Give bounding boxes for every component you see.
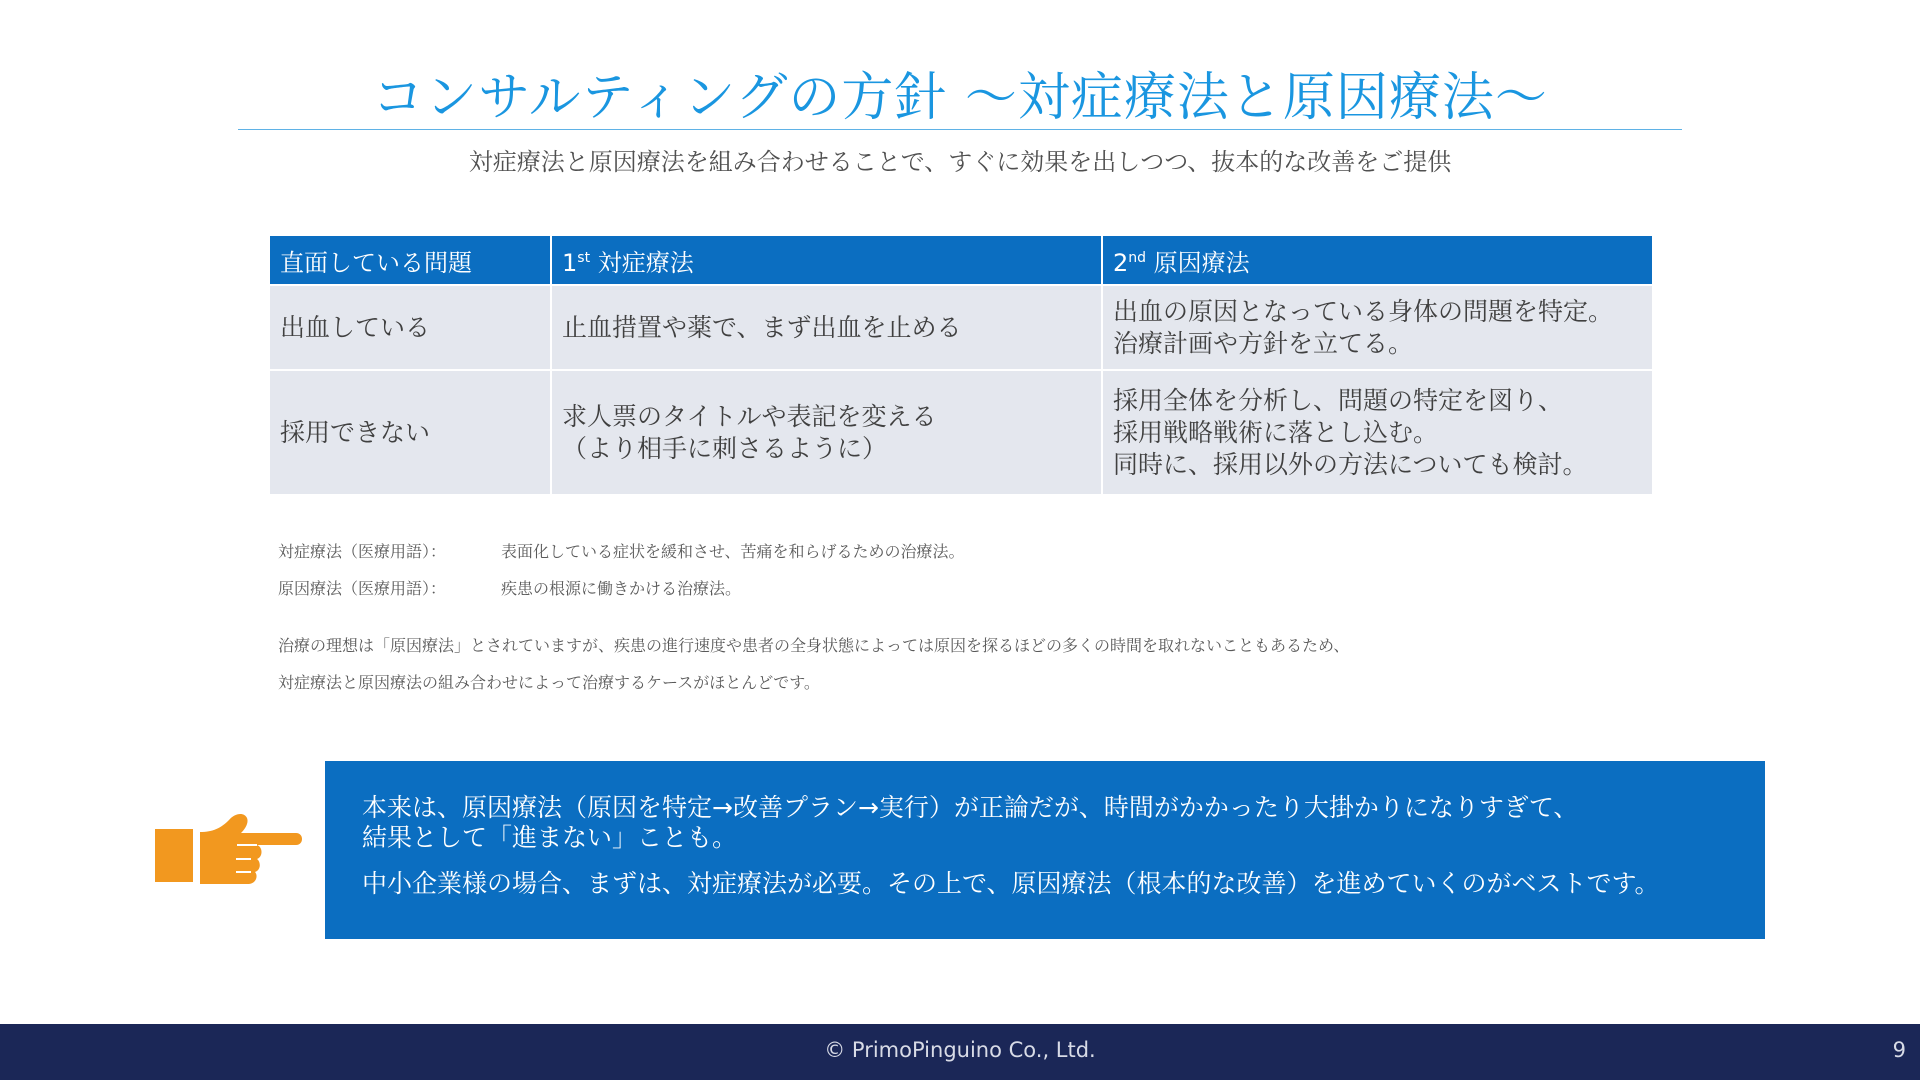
summary-callout	[325, 761, 1765, 939]
cell-causal: 採用全体を分析し、問題の特定を図り、 採用戦略戦術に落とし込む。 同時に、採用以外の方法についても検討。	[1102, 370, 1653, 495]
copyright-text: © PrimoPinguino Co., Ltd.	[824, 1038, 1096, 1062]
title-divider	[238, 129, 1682, 130]
slide-title: コンサルティングの方針 〜対症療法と原因療法〜	[372, 68, 1548, 128]
callout-paragraph-1: 本来は、原因療法（原因を特定→改善プラン→実行）が正論だが、時間がかかったり大掛かりになりすぎて、 結果として「進まない」ことも。	[362, 793, 1579, 852]
slide-subtitle: 対症療法と原因療法を組み合わせることで、すぐに効果を出しつつ、抜本的な改善をご提供	[468, 148, 1452, 176]
page-number: 9	[1892, 1038, 1906, 1062]
header-causal: 2nd 原因療法	[1102, 235, 1653, 285]
comparison-table	[268, 234, 1654, 496]
callout-paragraph-2: 中小企業様の場合、まずは、対症療法が必要。その上で、原因療法（根本的な改善）を進めていくのがベストです。	[362, 869, 1660, 898]
cell-problem: 出血している	[269, 285, 551, 370]
header-problem: 直面している問題	[269, 235, 551, 285]
header-symptomatic: 1st 対症療法	[551, 235, 1102, 285]
explanation-line: 治療の理想は「原因療法」とされていますが、疾患の進行速度や患者の全身状態によっては原因を探るほどの多くの時間を取れないこともあるため、	[278, 636, 1350, 655]
pointing-hand-icon	[155, 812, 305, 888]
cell-causal: 出血の原因となっている身体の問題を特定。 治療計画や方針を立てる。	[1102, 285, 1653, 370]
table-row	[269, 370, 1653, 495]
cell-symptomatic: 求人票のタイトルや表記を変える （より相手に刺さるように）	[551, 370, 1102, 495]
definition-causal: 原因療法（医療用語）： 疾患の根源に働きかける治療法。	[278, 579, 742, 598]
cell-symptomatic: 止血措置や薬で、まず出血を止める	[551, 285, 1102, 370]
table-row	[269, 285, 1653, 370]
cell-problem: 採用できない	[269, 370, 551, 495]
explanation-line: 対症療法と原因療法の組み合わせによって治療するケースがほとんどです。	[278, 673, 820, 692]
footer-bar	[0, 1024, 1920, 1080]
definition-symptomatic: 対症療法（医療用語）： 表面化している症状を緩和させ、苦痛を和らげるための治療法。	[278, 542, 965, 561]
table-header-row	[269, 235, 1653, 285]
